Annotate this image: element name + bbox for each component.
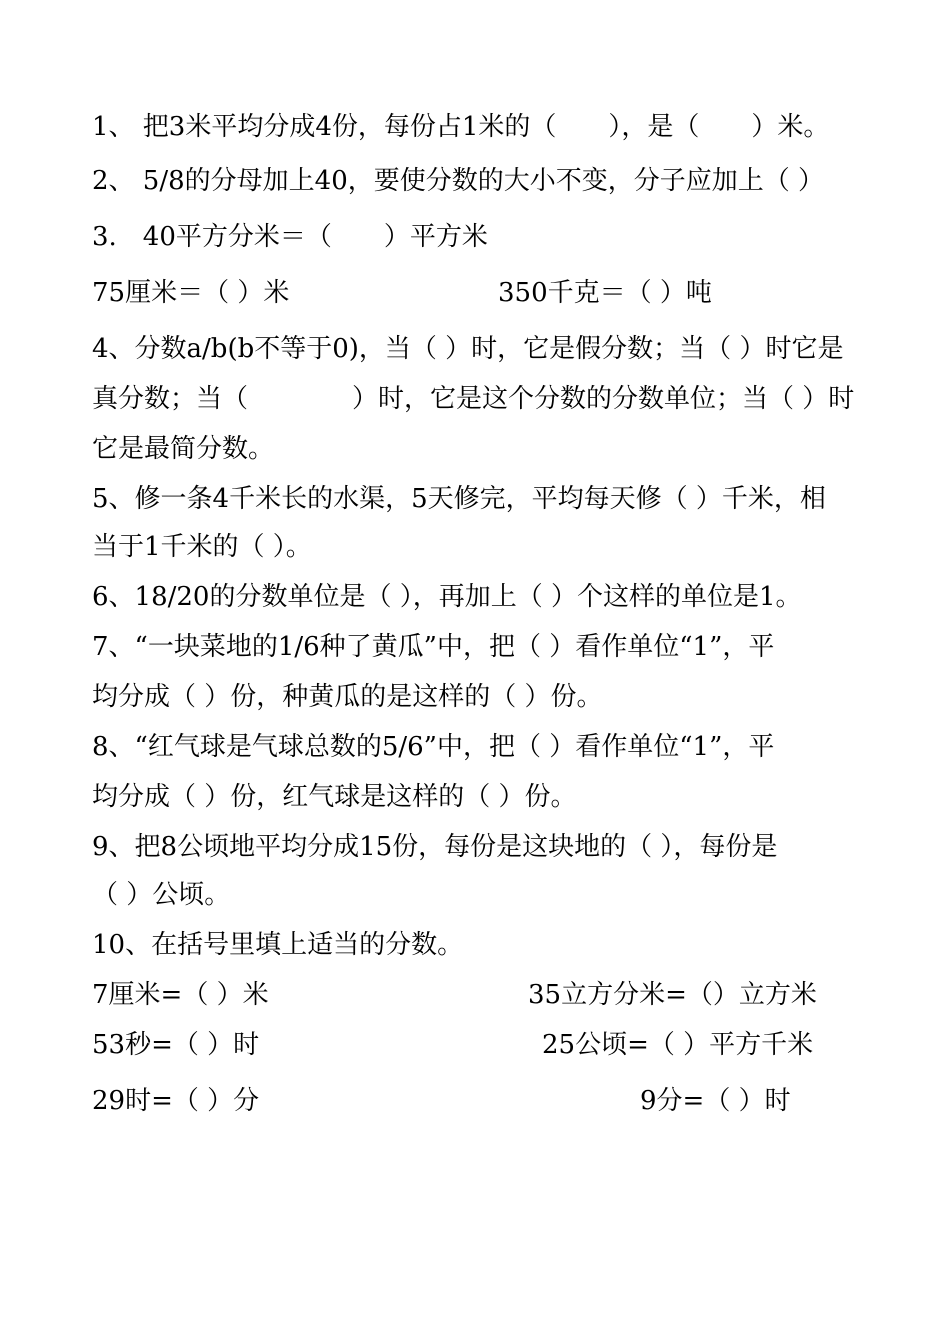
question-10-item-2-left: 53秒=（ ）时 bbox=[92, 1030, 260, 1060]
question-9-line-2: （ ）公顷。 bbox=[92, 880, 231, 910]
question-10-item-3-left: 29时=（ ）分 bbox=[92, 1086, 260, 1116]
question-10-item-1-left: 7厘米=（ ）米 bbox=[92, 980, 269, 1010]
question-10-item-3-right: 9分=（ ）时 bbox=[640, 1086, 791, 1116]
question-4-line-2: 真分数；当（ ）时，它是这个分数的分数单位；当（ ）时 bbox=[92, 384, 855, 414]
question-9-line-1: 9、把8公顷地平均分成15份，每份是这块地的（ ），每份是 bbox=[92, 832, 778, 862]
question-3: 3. 40平方分米＝（ ）平方米 bbox=[92, 222, 488, 252]
question-3-item-left: 75厘米＝（ ）米 bbox=[92, 278, 290, 308]
question-1: 1、 把3米平均分成4份，每份占1米的（ ），是（ ）米。 bbox=[92, 112, 830, 142]
question-6: 6、18/20的分数单位是（ ），再加上（ ）个这样的单位是1。 bbox=[92, 582, 802, 612]
question-10-item-1-right: 35立方分米=（）立方米 bbox=[528, 980, 817, 1010]
question-8-line-1: 8、“红气球是气球总数的5/6”中，把（ ）看作单位“1”，平 bbox=[92, 732, 775, 762]
question-3-item-right: 350千克＝（ ）吨 bbox=[498, 278, 712, 308]
question-10-item-2-right: 25公顷=（ ）平方千米 bbox=[542, 1030, 814, 1060]
question-7-line-2: 均分成（ ）份，种黄瓜的是这样的（ ）份。 bbox=[92, 682, 603, 712]
question-5-line-2: 当于1千米的（ ）。 bbox=[92, 532, 312, 562]
question-2: 2、 5/8的分母加上40，要使分数的大小不变，分子应加上（ ） bbox=[92, 166, 824, 196]
question-5-line-1: 5、修一条4千米长的水渠，5天修完，平均每天修（ ）千米，相 bbox=[92, 484, 826, 514]
question-7-line-1: 7、“一块菜地的1/6种了黄瓜”中，把（ ）看作单位“1”，平 bbox=[92, 632, 775, 662]
question-10: 10、在括号里填上适当的分数。 bbox=[92, 930, 464, 960]
question-4-line-1: 4、分数a/b(b不等于0)，当（ ）时，它是假分数；当（ ）时它是 bbox=[92, 334, 844, 364]
question-4-line-3: 它是最简分数。 bbox=[92, 434, 275, 464]
question-8-line-2: 均分成（ ）份，红气球是这样的（ ）份。 bbox=[92, 782, 577, 812]
